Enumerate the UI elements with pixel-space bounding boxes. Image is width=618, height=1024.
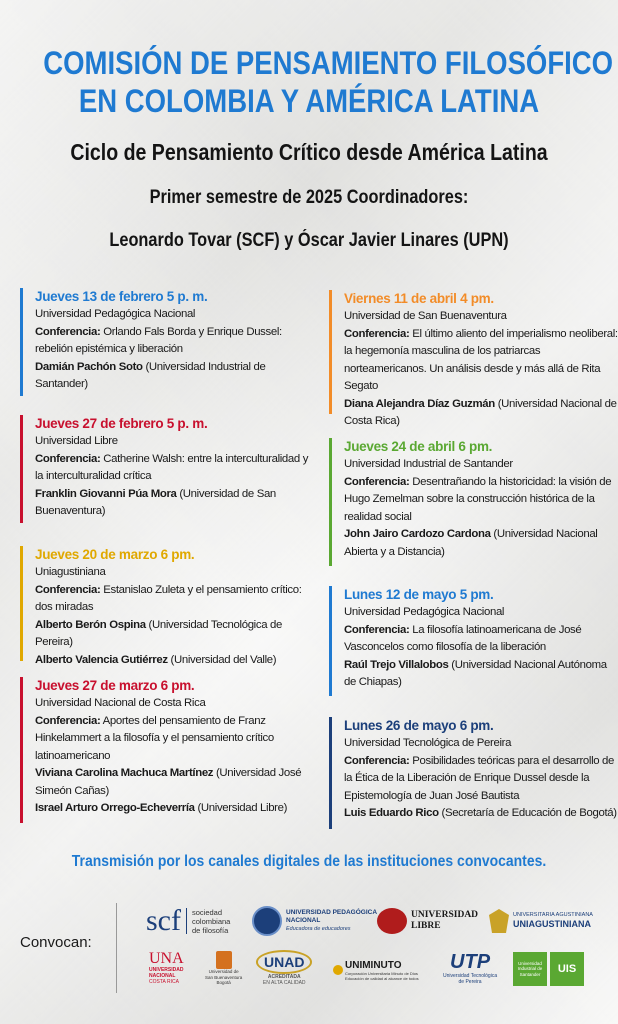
event-conference	[344, 622, 618, 657]
upn-text	[286, 909, 377, 933]
uniminuto-line: Educación de calidad al alcance de todos	[345, 975, 419, 981]
uniminuto-text	[345, 960, 419, 981]
event-speaker	[344, 657, 618, 692]
una-line: NACIONAL	[149, 973, 176, 979]
event-card	[20, 415, 310, 523]
speaker-name: Viviana Carolina Machuca Martínez	[35, 767, 214, 779]
speaker-name: Franklin Giovanni Púa Mora	[35, 487, 177, 500]
event-speaker	[35, 617, 310, 652]
uniagustiniana-line: UNIAGUSTINIANA	[513, 919, 591, 929]
event-card	[20, 677, 310, 823]
upn-line: NACIONAL	[286, 917, 321, 924]
event-institution: Universidad Industrial de Santander	[344, 458, 513, 470]
utp-mark: UTP	[450, 951, 491, 973]
speaker-name: Damián Pachón Soto	[35, 360, 143, 373]
event-card	[329, 438, 618, 566]
event-institution: Uniagustiniana	[35, 566, 106, 578]
ulibre-logo	[377, 903, 478, 939]
uniminuto-line: Corporación Universitaria Minuto de Dios	[345, 970, 418, 976]
speaker-name: Israel Arturo Orrego-Echeverría	[35, 802, 195, 814]
scf-line: de filosofía	[191, 925, 229, 935]
event-institution: Universidad Libre	[35, 435, 118, 447]
event-institution: Universidad de San Buenaventura	[344, 310, 507, 322]
event-conference	[35, 713, 310, 766]
conference-label: Conferencia:	[344, 754, 410, 767]
scf-logo	[146, 903, 230, 939]
speaker-affiliation: (Universidad Tecnológica de Pereira)	[35, 618, 282, 648]
usb-line: Universidad de	[208, 969, 239, 974]
event-speaker	[344, 396, 618, 431]
event-card	[329, 290, 618, 427]
conference-label: Conferencia:	[35, 583, 101, 596]
conference-label: Conferencia:	[35, 714, 101, 727]
utp-line: Universidad Tecnológica	[443, 973, 498, 979]
conference-title: La filosofía latinoamericana de José Vasconcelos como filosofía de la liberación	[344, 623, 582, 653]
uniminuto-line: UNIMINUTO	[345, 959, 402, 971]
event-conference	[35, 582, 310, 617]
uis-line: Santander	[519, 971, 541, 977]
footer-divider	[116, 903, 117, 993]
speaker-name: Alberto Valencia Gutiérrez	[35, 653, 168, 666]
speaker-affiliation: (Universidad Nacional de Costa Rica)	[344, 397, 617, 427]
unad-line: ACREDITADA	[267, 974, 301, 980]
uis-mark: UIS	[550, 952, 584, 986]
speaker-name: John Jairo Cardozo Cardona	[344, 528, 491, 540]
event-date: Lunes 26 de mayo 6 pm.	[344, 718, 494, 733]
speaker-name: Raúl Trejo Villalobos	[344, 658, 449, 671]
conference-title: Orlando Fals Borda y Enrique Dussel: rebelión epistémica y liberación	[35, 325, 282, 355]
coordinators-line-1: Primer semestre de 2025 Coordinadores:	[149, 187, 469, 208]
uis-line: Universidad	[518, 960, 542, 966]
event-conference	[35, 324, 310, 359]
event-speaker	[344, 805, 618, 823]
event-speaker	[35, 359, 310, 394]
scf-line: sociedad	[191, 907, 223, 917]
uniminuto-mark-icon	[333, 965, 343, 975]
event-conference	[344, 326, 618, 396]
event-date: Lunes 12 de mayo 5 pm.	[344, 587, 494, 602]
main-title-line-2: EN COLOMBIA Y AMÉRICA LATINA	[78, 83, 540, 119]
event-speaker	[35, 765, 310, 800]
event-date: Viernes 11 de abril 4 pm.	[344, 291, 494, 306]
event-card	[20, 288, 310, 396]
event-institution: Universidad Pedagógica Nacional	[35, 308, 196, 320]
upn-logo	[252, 903, 377, 939]
ulibre-text	[411, 910, 478, 932]
conference-label: Conferencia:	[344, 475, 410, 488]
usb-line: Bogotá	[216, 980, 231, 985]
event-card	[20, 546, 310, 666]
coordinators-line-2: Leonardo Tovar (SCF) y Óscar Javier Linares (UPN)	[109, 230, 509, 251]
event-date: Jueves 20 de marzo 6 pm.	[35, 547, 195, 562]
conference-label: Conferencia:	[35, 325, 101, 338]
unad-line: EN ALTA CALIDAD	[262, 980, 306, 986]
speaker-affiliation: (Universidad del Valle)	[167, 653, 277, 666]
uniagustiniana-logo	[489, 905, 593, 937]
upn-line: Educadora de educadores	[286, 926, 351, 932]
conference-label: Conferencia:	[344, 327, 410, 340]
ulibre-seal-icon	[377, 908, 407, 934]
speaker-affiliation: (Universidad Industrial de Santander)	[35, 360, 266, 390]
event-speaker	[35, 800, 310, 818]
event-date: Jueves 13 de febrero 5 p. m.	[35, 289, 208, 304]
uis-logo	[513, 952, 584, 986]
event-institution: Universidad Pedagógica Nacional	[344, 606, 505, 618]
conference-title: El último aliento del imperialismo neoliberal: la hegemonía masculina de los patriarcas norteamericanos. Un análisis desde y más allá de Rita Segato	[344, 327, 618, 392]
uniagustiniana-line: UNIVERSITARIA AGUSTINIANA	[513, 912, 593, 918]
uniminuto-logo	[333, 958, 419, 982]
una-logo	[149, 951, 184, 987]
event-conference	[35, 451, 310, 486]
usb-logo	[205, 951, 242, 987]
ulibre-line: LIBRE	[411, 921, 441, 931]
speaker-affiliation: (Universidad Libre)	[194, 802, 288, 814]
uis-text-box	[513, 952, 547, 986]
unad-mark: UNAD	[256, 950, 312, 974]
scf-line: colombiana	[191, 916, 231, 926]
event-date: Jueves 24 de abril 6 pm.	[344, 439, 493, 454]
usb-line: San Buenaventura	[205, 974, 243, 980]
scf-mark: scf	[146, 904, 181, 937]
uniagustiniana-crest-icon	[489, 909, 509, 933]
uis-line: Industrial de	[517, 966, 543, 972]
event-conference	[344, 753, 618, 806]
una-line: UNIVERSIDAD	[149, 967, 184, 973]
scf-text	[192, 908, 230, 935]
speaker-name: Luis Eduardo Rico	[344, 807, 439, 819]
speaker-name: Alberto Berón Ospina	[35, 618, 146, 631]
poster-header	[0, 44, 618, 252]
utp-line: de Pereira	[458, 979, 482, 985]
cycle-subtitle: Ciclo de Pensamiento Crítico desde América Latina	[70, 139, 548, 165]
speaker-affiliation: (Universidad José Simeón Cañas)	[35, 767, 302, 797]
main-title-line-1: COMISIÓN DE PENSAMIENTO FILOSÓFICO	[43, 45, 614, 81]
transmission-note: Transmisión por los canales digitales de las instituciones convocantes.	[71, 853, 547, 870]
speaker-affiliation: (Universidad Nacional Abierta y a Distancia)	[344, 528, 598, 558]
utp-logo	[443, 951, 497, 987]
conference-title: Catherine Walsh: entre la interculturalidad y la interculturalidad crítica	[35, 452, 309, 482]
conference-title: Posibilidades teóricas para el desarrollo de la Ética de la Liberación de Enrique Dussel desde la Epistemología de Juan José Bautista	[344, 754, 615, 802]
event-speaker	[35, 486, 310, 521]
unad-logo	[256, 950, 312, 988]
conference-title: Estanislao Zuleta y el pensamiento crítico: dos miradas	[35, 583, 302, 613]
ulibre-line: UNIVERSIDAD	[411, 910, 479, 920]
conference-label: Conferencia:	[344, 623, 410, 636]
speaker-affiliation: (Universidad de San Buenaventura)	[35, 487, 276, 517]
speaker-affiliation: (Secretaría de Educación de Bogotá)	[438, 807, 617, 819]
event-institution: Universidad Nacional de Costa Rica	[35, 697, 206, 709]
event-speaker	[35, 652, 310, 670]
event-card	[329, 717, 618, 829]
upn-seal-icon	[252, 906, 282, 936]
event-card	[329, 586, 618, 696]
speaker-affiliation: (Universidad Nacional Autónoma de Chiapas)	[344, 658, 607, 688]
conference-title: Desentrañando la historicidad: la visión de Hugo Zemelman sobre la construcción histórica de la realidad social	[344, 475, 612, 523]
event-date: Jueves 27 de marzo 6 pm.	[35, 678, 195, 693]
una-line: COSTA RICA	[149, 979, 179, 985]
conference-label: Conferencia:	[35, 452, 101, 465]
event-conference	[344, 474, 618, 527]
event-institution: Universidad Tecnológica de Pereira	[344, 737, 512, 749]
uniagustiniana-text	[513, 912, 593, 930]
speaker-name: Diana Alejandra Díaz Guzmán	[344, 397, 495, 410]
convocan-label: Convocan:	[20, 934, 92, 951]
conference-title: Aportes del pensamiento de Franz Hinkelammert a la filosofía y el pensamiento crítico latinoamericano	[35, 714, 274, 762]
upn-line: UNIVERSIDAD PEDAGÓGICA	[286, 909, 378, 916]
event-speaker	[344, 526, 618, 561]
usb-crest-icon	[216, 951, 232, 969]
event-date: Jueves 27 de febrero 5 p. m.	[35, 416, 208, 431]
una-mark: UNA	[149, 950, 184, 967]
scf-separator	[186, 908, 187, 934]
